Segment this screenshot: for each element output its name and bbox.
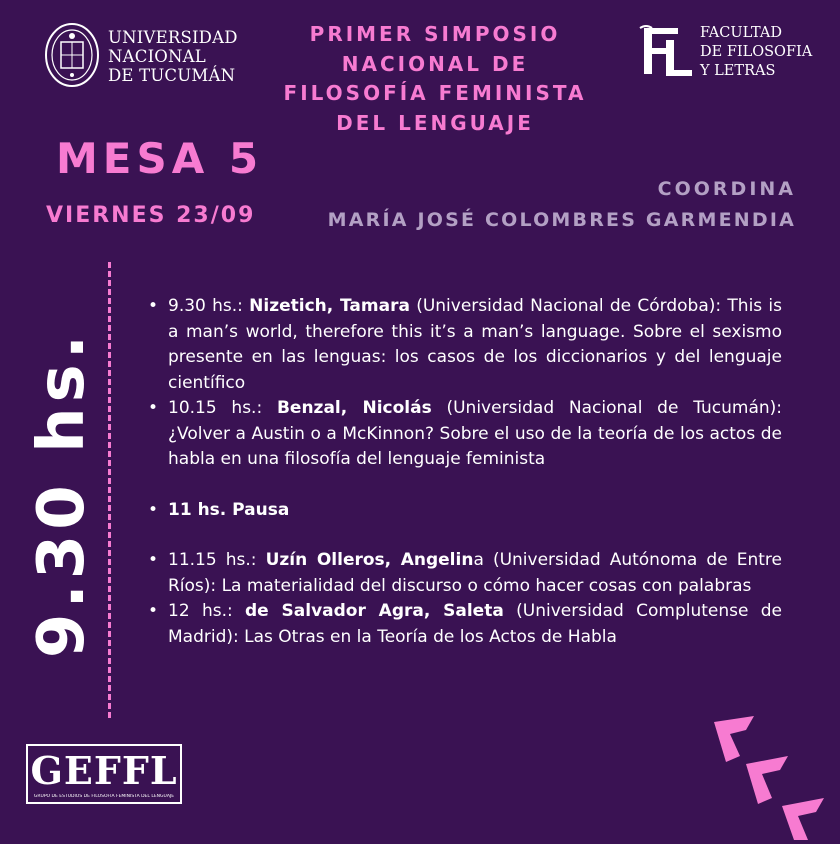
- faculty-name-line: FACULTAD: [700, 25, 783, 41]
- symposium-title-line: PRIMER SIMPOSIO: [309, 22, 561, 46]
- coordination-label: COORDINA: [657, 178, 796, 200]
- symposium-title: [270, 20, 600, 138]
- pause-label: 11 hs. Pausa: [168, 499, 290, 520]
- schedule-list: [148, 294, 782, 650]
- schedule-item: [148, 599, 782, 650]
- item-title: This is a man’s world, therefore this it’s a man’s language. Sobre el sexismo presente en las lenguas: los casos de los diccionarios y del lenguaje científico: [168, 296, 782, 393]
- item-speaker: de Salvador Agra, Saleta: [245, 601, 504, 621]
- item-title: La materialidad del discurso o cómo hacer cosas con palabras: [221, 575, 752, 596]
- item-time: 9.30 hs.:: [168, 296, 243, 316]
- item-affiliation: (Universidad Autónoma de Entre Ríos):: [168, 550, 782, 596]
- item-speaker: Uzín Olleros, Angelin: [265, 550, 474, 570]
- schedule-item: [148, 396, 782, 473]
- item-time: 12 hs.:: [168, 601, 233, 621]
- dashed-divider: [108, 262, 111, 718]
- geffl-logo: [26, 744, 182, 804]
- university-name-line: NACIONAL: [108, 47, 206, 66]
- faculty-name: [700, 24, 812, 81]
- geffl-logo-text: GEFFL: [30, 748, 178, 793]
- vertical-time-container: [22, 329, 102, 659]
- symposium-title-line: DEL LENGUAJE: [336, 110, 534, 135]
- geffl-logo-subtitle: GRUPO DE ESTUDIOS DE FILOSOFÍA FEMINISTA DEL LENGUAJE: [33, 794, 175, 799]
- vertical-time: 9.30 hs.: [25, 329, 99, 659]
- item-speaker: Nizetich, Tamara: [249, 296, 410, 316]
- faculty-name-line: Y LETRAS: [700, 63, 776, 79]
- symposium-title-line: NACIONAL DE: [341, 51, 529, 76]
- symposium-title-line: FILOSOFÍA FEMINISTA: [283, 81, 587, 105]
- schedule-item: [148, 548, 782, 599]
- university-name-line: DE TUCUMÁN: [108, 66, 236, 85]
- chevron-arrows-icon: [700, 712, 840, 840]
- university-name-line: UNIVERSIDAD: [108, 28, 238, 47]
- mesa-title: MESA 5: [56, 134, 264, 183]
- item-affiliation: (Universidad Nacional de Córdoba):: [416, 296, 722, 316]
- schedule-pause: [148, 498, 782, 524]
- ffyl-monogram-icon: [636, 22, 696, 82]
- faculty-name-line: DE FILOSOFIA: [700, 44, 813, 60]
- mesa-date: VIERNES 23/09: [46, 203, 256, 228]
- item-title: ¿Volver a Austin o a McKinnon? Sobre el uso de la teoría de los actos de habla en una filosofía del lenguaje feminista: [168, 423, 782, 469]
- item-affiliation: (Universidad Nacional de Tucumán):: [446, 398, 783, 418]
- item-time: 10.15 hs.:: [168, 398, 263, 418]
- item-title: Las Otras en la Teoría de los Actos de Habla: [244, 626, 617, 647]
- university-seal-icon: [44, 22, 100, 88]
- item-affiliation: (Universidad Complutense de Madrid):: [168, 601, 782, 647]
- coordinator-name: MARÍA JOSÉ COLOMBRES GARMENDIA: [327, 209, 796, 231]
- university-name: [108, 28, 238, 85]
- item-time: 11.15 hs.:: [168, 550, 257, 570]
- schedule-item: [148, 294, 782, 396]
- item-speaker: Benzal, Nicolás: [276, 398, 432, 418]
- item-speaker-suffix: a: [473, 550, 484, 570]
